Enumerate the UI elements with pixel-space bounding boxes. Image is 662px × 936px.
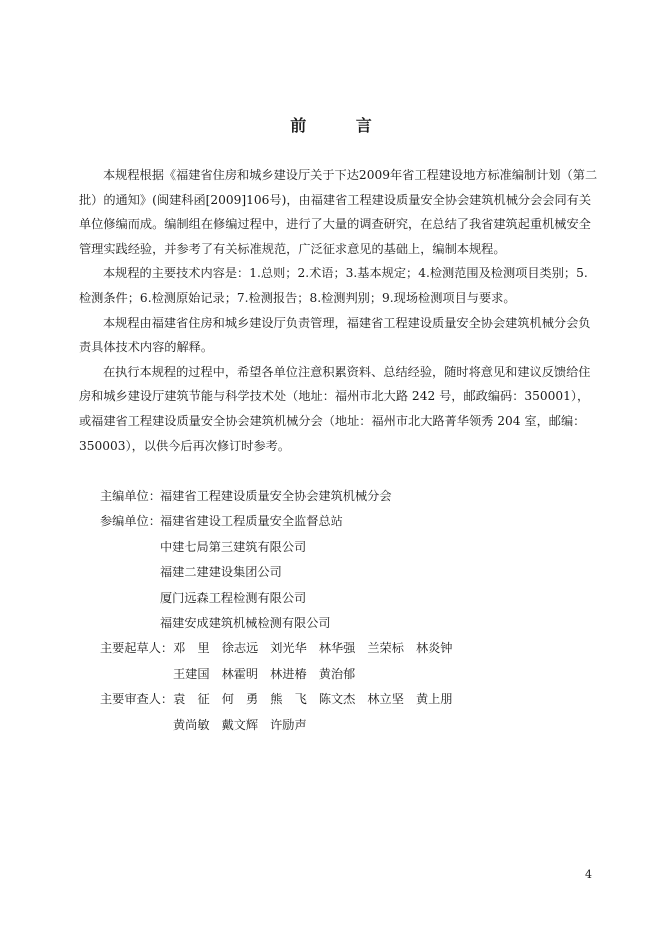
participating-label: 参编单位： bbox=[100, 514, 161, 529]
drafter-name: 林华强 bbox=[318, 641, 356, 656]
reviewer-name: 黄尚敏 bbox=[173, 717, 210, 732]
chief-unit-name: 福建省工程建设质量安全协会建筑机械分会 bbox=[160, 489, 392, 503]
preface-body bbox=[79, 163, 599, 458]
reviewers-row bbox=[100, 713, 465, 738]
drafter-name: 徐志远 bbox=[221, 641, 259, 656]
reviewer-name: 许励声 bbox=[270, 717, 307, 732]
drafter-name: 刘光华 bbox=[270, 641, 307, 656]
participating-unit: 福建省建设工程质量安全监督总站 bbox=[160, 514, 343, 529]
drafter-name: 邓 里 bbox=[173, 641, 210, 656]
drafter-name: 林霍明 bbox=[221, 666, 259, 681]
chief-unit-label: 主编单位： bbox=[100, 489, 161, 503]
units-list bbox=[100, 484, 465, 738]
reviewers-label: 主要审查人： bbox=[100, 692, 174, 707]
drafter-name: 王建国 bbox=[173, 666, 210, 681]
reviewer-name: 袁 征 bbox=[173, 692, 210, 707]
reviewer-name: 何 勇 bbox=[221, 692, 259, 707]
drafters-row bbox=[100, 662, 465, 687]
drafter-name: 林炎钟 bbox=[415, 641, 453, 656]
drafter-name: 林进椿 bbox=[270, 666, 307, 681]
participating-unit: 中建七局第三建筑有限公司 bbox=[160, 539, 307, 554]
drafters-row bbox=[100, 636, 465, 661]
reviewers-row bbox=[100, 687, 465, 712]
reviewer-name: 林立坚 bbox=[367, 692, 404, 707]
paragraph: 本规程的主要技术内容是：1.总则；2.术语；3.基本规定；4.检测范围及检测项目类别；5.检测条件；6.检测原始记录；7.检测报告；8.检测判别；9.现场检测项目与要求。 bbox=[79, 266, 588, 305]
reviewer-name: 戴文辉 bbox=[221, 717, 259, 732]
paragraph: 本规程由福建省住房和城乡建设厅负责管理，福建省工程建设质量安全协会建筑机械分会负责具体技术内容的解释。 bbox=[79, 315, 591, 355]
participating-unit-row bbox=[100, 560, 465, 585]
paragraph: 在执行本规程的过程中，希望各单位注意积累资料、总结经验，随时将意见和建议反馈给住房和城乡建设厅建筑节能与科学技术处（地址：福州市北大路 242 号，邮政编码：350001），或福建省工程建设质量安全协会建筑机械分会（地址：福州市北大路菁华领秀 204 室，邮编：350003），以供今后再次修订时参考。 bbox=[79, 364, 591, 453]
reviewer-name: 熊 飞 bbox=[270, 692, 307, 707]
participating-unit-row bbox=[100, 586, 465, 611]
reviewer-name: 黄上朋 bbox=[415, 692, 453, 707]
participating-unit-row bbox=[100, 535, 465, 560]
reviewer-name: 陈文杰 bbox=[318, 692, 356, 707]
drafter-name: 兰荣标 bbox=[367, 641, 404, 656]
participating-unit: 福建二建建设集团公司 bbox=[160, 565, 282, 580]
drafter-name: 黄治郁 bbox=[318, 666, 356, 681]
participating-unit: 厦门远森工程检测有限公司 bbox=[160, 590, 307, 605]
participating-unit-row bbox=[100, 509, 465, 534]
drafters-label: 主要起草人： bbox=[100, 641, 174, 656]
paragraph: 本规程根据《福建省住房和城乡建设厅关于下达2009年省工程建设地方标准编制计划（第二批）的通知》(闽建科函[2009]106号)，由福建省工程建设质量安全协会建筑机械分会会同有关单位修编而成。编制组在修编过程中，进行了大量的调查研究，在总结了我省建筑起重机械安全管理实践经验，并参考了有关标准规范，广泛征求意见的基础上，编制本规程。 bbox=[79, 168, 598, 256]
page-title: 前 言 bbox=[290, 116, 394, 135]
page-number: 4 bbox=[585, 868, 592, 881]
participating-unit-row bbox=[100, 611, 465, 636]
chief-unit-row bbox=[100, 484, 465, 509]
participating-unit: 福建安成建筑机械检测有限公司 bbox=[160, 616, 331, 631]
